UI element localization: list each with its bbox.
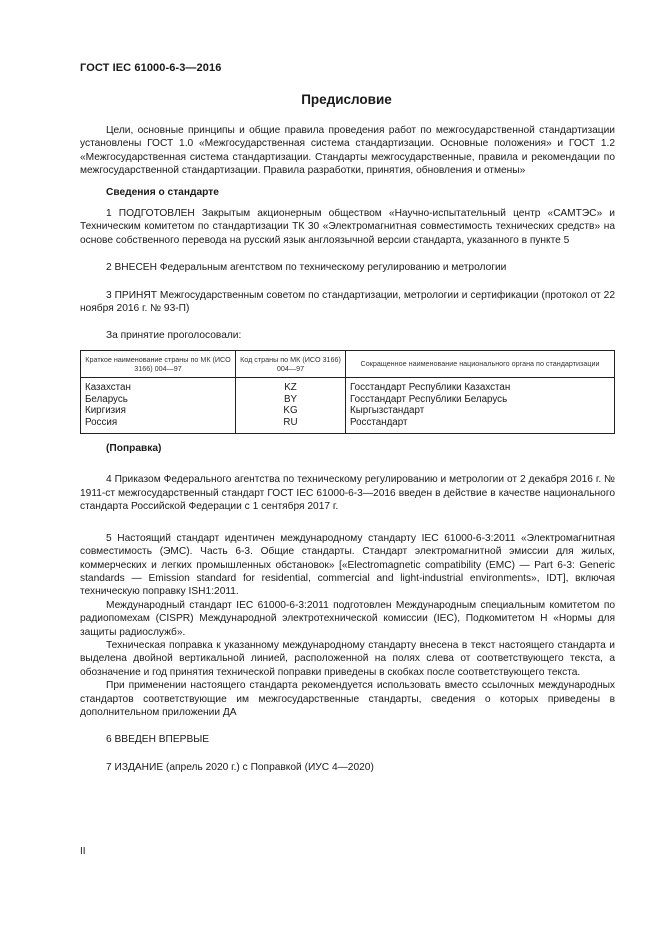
code-cell: KG xyxy=(236,405,346,417)
item-3: 3 ПРИНЯТ Межгосударственным советом по стандартизации, метрологии и сертификации (протокол от 22 ноября 2016 г. № 93-П) xyxy=(80,289,615,315)
vote-label: За принятие проголосовали: xyxy=(106,330,242,342)
item-6: 6 ВВЕДЕН ВПЕРВЫЕ xyxy=(106,734,210,746)
page-title-text: Предисловие xyxy=(301,92,392,107)
item-4: 4 Приказом Федерального агентства по техническому регулированию и метрологии от 2 декабря 2016 г. № 1911-ст межгосударственный стандарт ГОСТ IEC 61000-6-3—2016 введен в действие в качестве национального стандарта Российской Федерации с 1 сентября 2017 г. xyxy=(80,474,615,513)
table-row xyxy=(81,394,615,406)
country-cell: Киргизия xyxy=(81,405,236,417)
country-cell: Беларусь xyxy=(81,394,236,406)
voting-table xyxy=(80,350,615,434)
table-row xyxy=(81,417,615,433)
code-cell: BY xyxy=(236,394,346,406)
country-cell: Россия xyxy=(81,417,236,433)
section-heading: Сведения о стандарте xyxy=(106,186,219,198)
code-cell: KZ xyxy=(236,377,346,393)
page-number: II xyxy=(80,846,86,857)
item-1: 1 ПОДГОТОВЛЕН Закрытым акционерным обществом «Научно-испытательный центр «САМТЭС» и Техническим комитетом по стандартизации ТК 30 «Электромагнитная совместимость технических средств» на основе собственного перевода на русский язык англоязычной версии стандарта, указанного в пункте 5 xyxy=(80,208,615,246)
table-row xyxy=(81,405,615,417)
code-cell: RU xyxy=(236,417,346,433)
body-cell: Госстандарт Республики Казахстан xyxy=(346,377,615,393)
item-2: 2 ВНЕСЕН Федеральным агентством по техническому регулированию и метрологии xyxy=(106,262,507,274)
item-5-paragraph-3: Техническая поправка к указанному международному стандарту внесена в текст настоящего стандарта и выделена двойной вертикальной линией, расположенной на полях слева от соответствующего текста, а обозначение и год принятия технической поправки приведены в скобках после соответствующего текста. xyxy=(80,639,615,678)
body-cell: Росстандарт xyxy=(346,417,615,433)
item-5-paragraph-4: При применении настоящего стандарта рекомендуется использовать вместо ссылочных международных стандартов соответствующие им межгосударственные стандарты, сведения о которых приведены в дополнительном приложении ДА xyxy=(80,680,615,718)
table-row xyxy=(81,377,615,393)
item-5: 5 Настоящий стандарт идентичен международному стандарту IEC 61000-6-3:2011 «Электромагнитная совместимость (ЭМС). Часть 6-3. Общие стандарты. Стандарт электромагнитной эмиссии для жилых, коммерческих и легких промышленных обстановок» [«Electromagnetic compatibility (EMC) — Part 6-3: Generic standards — Emission standard for residential, commercial and light-industrial environments», IDT], включая техническую поправку ISH1:2011. xyxy=(80,532,615,598)
table-header-code: Код страны по МК (ИСО 3166) 004—97 xyxy=(236,350,346,377)
document-body xyxy=(80,124,615,774)
country-cell: Казахстан xyxy=(81,377,236,393)
item-5-paragraph-2: Международный стандарт IEC 61000-6-3:2011 подготовлен Международным специальным комитетом по радиопомехам (CISPR) Международной электротехнической комиссии (IEC), Подкомитетом Н «Нормы для защиты радиослужб». xyxy=(80,599,615,638)
table-header-country: Краткое наименование страны по МК (ИСО 3166) 004—97 xyxy=(81,350,236,377)
item-7: 7 ИЗДАНИЕ (апрель 2020 г.) с Поправкой (ИУС 4—2020) xyxy=(106,761,374,773)
amendment-heading: (Поправка) xyxy=(106,443,162,455)
document-code: ГОСТ IEC 61000-6-3—2016 xyxy=(80,62,222,74)
body-cell: Госстандарт Республики Беларусь xyxy=(346,394,615,406)
body-cell: Кыргызстандарт xyxy=(346,405,615,417)
table-header-body: Сокращенное наименование национального органа по стандартизации xyxy=(346,350,615,377)
intro-paragraph: Цели, основные принципы и общие правила проведения работ по межгосударственной стандартизации установлены ГОСТ 1.0 «Межгосударственная система стандартизации. Основные положения» и ГОСТ 1.2 «Межгосударственная система стандартизации. Стандарты межгосударственные, правила и рекомендации по межгосударственной стандартизации. Правила разработки, принятия, обновления и отмены» xyxy=(80,125,615,177)
page-title xyxy=(0,92,661,107)
